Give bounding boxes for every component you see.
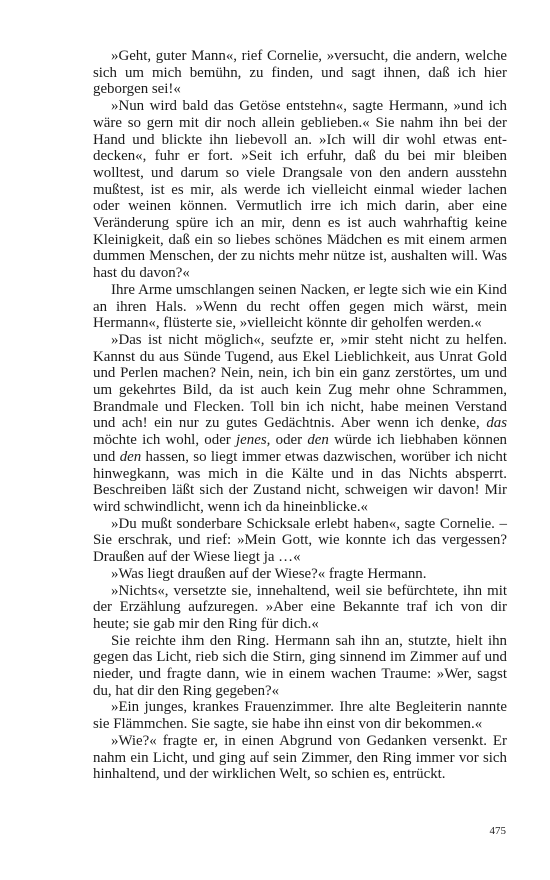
paragraph-7-text: »Nichts«, versetzte sie, innehaltend, weil sie befürchtete, ihn mit der Erzählung aufzuregen. »Aber eine Bekannte traf ich von dir heute; sie gab mir den Ring für dich.« bbox=[93, 582, 507, 632]
paragraph-6 bbox=[93, 566, 507, 583]
paragraph-7 bbox=[93, 583, 507, 633]
paragraph-8-text: Sie reichte ihm den Ring. Hermann sah ihn an, stutzte, hielt ihn gegen das Licht, rieb sich die Stirn, ging sinnend im Zimmer auf und nieder, und fragte dann, wie in einem wachen Traume: »Wer, sagst du, hat dir den Ring gegeben?« bbox=[93, 632, 507, 699]
paragraph-9-text: »Ein junges, krankes Frauenzimmer. Ihre alte Begleiterin nannte sie Flämmchen. Sie sagte, sie habe ihn einst von dir bekommen.« bbox=[93, 699, 507, 733]
paragraph-1-text: »Geht, guter Mann«, rief Cornelie, »versucht, die andern, welche sich um mich bemühn, zu finden, und sagt ihnen, daß ich hier geborgen sei!« bbox=[93, 48, 507, 98]
paragraph-2 bbox=[93, 98, 507, 282]
emphasis-das: das bbox=[486, 415, 507, 432]
paragraph-4-text-c: oder bbox=[270, 432, 308, 449]
paragraph-3 bbox=[93, 282, 507, 332]
emphasis-jenes: jenes, bbox=[236, 432, 271, 449]
paragraph-8 bbox=[93, 633, 507, 700]
paragraph-4-text-b: möchte ich wohl, oder bbox=[93, 432, 237, 449]
paragraph-4-text-a: »Das ist nicht möglich«, seufzte er, »mir steht nicht zu helfen. Kannst du aus Sünde Tugend, aus Ekel Lieblichkeit, aus Unrat Gold und Perlen machen? Nein, nein, ich bin ein ganz zerstörtes, um und um gekehrtes Bild, da ist auch kein Zug mehr ohne Schrammen, Brandmale und Flecken. Toll bin ich nicht, habe meinen Verstand und ach! ein nur zu gutes Gedächtnis. Aber wenn ich denke, bbox=[93, 331, 507, 432]
paragraph-10-text: »Wie?« fragte er, in einen Abgrund von Gedanken versenkt. Er nahm ein Licht, und ging auf sein Zimmer, den Ring immer vor sich hinhaltend, und der wirklichen Welt, so schien es, entrückt. bbox=[93, 732, 507, 783]
emphasis-den-1: den bbox=[307, 432, 329, 449]
page-number: 475 bbox=[489, 825, 506, 837]
paragraph-10 bbox=[93, 733, 507, 783]
paragraph-5 bbox=[93, 516, 507, 566]
paragraph-6-text: »Was liegt draußen auf der Wiese?« fragte Hermann. bbox=[111, 565, 427, 582]
paragraph-5-text: »Du mußt sonderbare Schicksale erlebt haben«, sagte Cornelie. – Sie erschrak, und rief: »Mein Gott, wie konnte ich das vergessen? Draußen auf der Wiese liegt ja …« bbox=[93, 515, 507, 566]
paragraph-4-text-e: hassen, so liegt immer etwas dazwischen, worüber ich nicht hinwegkann, was mich in die Kälte und in das Nichts absperrt. Beschreiben läßt sich der Zustand nicht, schweigen wir davon! Mir wird schwindlicht, wenn ich da hineinblicke.« bbox=[93, 448, 507, 515]
emphasis-den-2: den bbox=[119, 448, 142, 465]
paragraph-3-text: Ihre Arme umschlangen seinen Nacken, er legte sich wie ein Kind an ihren Hals. »Wenn du recht offen gegen mich wärst, mein Hermann«, flüsterte sie, »vielleicht könnte dir geholfen werden.« bbox=[93, 281, 507, 332]
paragraph-1 bbox=[93, 48, 507, 98]
body-text bbox=[93, 48, 507, 783]
paragraph-4-text-d: würde ich liebhaben können und bbox=[93, 432, 508, 465]
paragraph-2-text: »Nun wird bald das Getöse entstehn«, sagte Hermann, »und ich wäre so gern mit dir noch allein geblieben.« Sie nahm ihn bei der Hand und blickte ihn liebevoll an. »Ich will dir wohl etwas entdecken«, fuhr er fort. »Seit ich erfuhr, daß du bei mir bleiben wolltest, und darum so viele Drangsale von den andern ausstehn mußtest, ist es mir, als werde ich vielleicht einmal wieder lachen oder weinen können. Vermutlich irre ich mich darin, aber eine Veränderung spüre ich an mir, denn es ist auch wahrhaftig keine Kleinigkeit, daß ein so liebes schönes Mädchen es mit einem armen dummen Menschen, der zu nichts mehr nütze ist, aushalten will. Was hast du davon?« bbox=[93, 98, 507, 282]
paragraph-4 bbox=[93, 332, 507, 516]
paragraph-9 bbox=[93, 699, 507, 732]
